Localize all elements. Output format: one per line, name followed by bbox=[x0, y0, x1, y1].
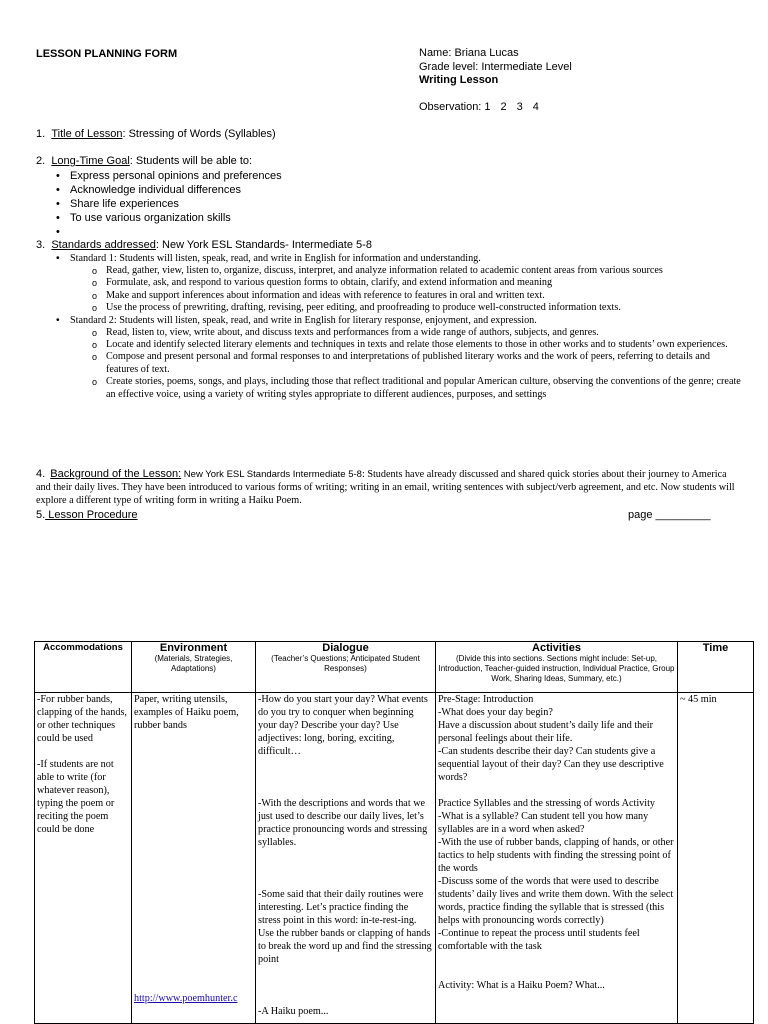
observation-2: 2 bbox=[500, 100, 507, 113]
section-text: : New York ESL Standards- Intermediate 5-8 bbox=[155, 239, 372, 251]
header-info bbox=[419, 47, 572, 114]
table-row bbox=[35, 693, 754, 1024]
section-background bbox=[36, 468, 736, 507]
section-lesson-procedure bbox=[36, 509, 138, 523]
cell-dialogue bbox=[256, 693, 436, 1024]
standard-1-item: o Formulate, ask, and respond to various question forms to obtain, clarify, and extend information and meaning bbox=[36, 277, 756, 289]
section-text: : Students have already discussed and shared quick stories about their journey to America and their daily lives. They have been introduced to various forms of writing; writing in an email, writing sentences with subject/verb agreement, and etc. Now students will explore a different type of writing form in writing a Haiku Poem. bbox=[36, 469, 735, 506]
form-title: LESSON PLANNING FORM bbox=[36, 48, 178, 60]
list-item bbox=[36, 225, 282, 239]
section-number: 2. bbox=[36, 155, 46, 167]
standard-2-item: o Compose and present personal and formal responses to and interpretations of published literary works and the work of peers, referring to details and features of text. bbox=[36, 351, 756, 376]
section-lead: New York ESL Standards Intermediate 5-8 bbox=[181, 469, 362, 480]
standard-2: • Standard 2: Students will listen, speak, read, and write in English for literary response, enjoyment, and expression. bbox=[36, 315, 756, 327]
activity-block: Practice Syllables and the stressing of words Activity -What is a syllable? Can student tell you how many syllables are in a word when asked? -With the use of rubber bands, clapping of hands, or other tactics to help students with finding the stressing point of the words -Discuss some of the words that were used to describe students’ daily lives and write them down. With the select words, practice finding the syllable that is stressed (this helps with pronouncing words correctly) -Continue to repeat the process until students feel comfortable with the task bbox=[438, 798, 674, 952]
observation-4: 4 bbox=[532, 100, 539, 113]
cell-accommodations bbox=[35, 693, 132, 1024]
section-title-of-lesson bbox=[36, 128, 276, 142]
section-number: 1. bbox=[36, 128, 46, 140]
observation-line bbox=[419, 101, 572, 115]
observation-3: 3 bbox=[516, 100, 523, 113]
section-label: Standards addressed bbox=[51, 239, 156, 251]
activity-block: Activity: What is a Haiku Poem? What... bbox=[438, 980, 605, 991]
page-number-field: page _________ bbox=[628, 509, 711, 521]
dialogue-item: -A Haiku poem... bbox=[258, 1006, 329, 1017]
section-number: 5. bbox=[36, 509, 46, 521]
environment-link[interactable]: http://www.poemhunter.c bbox=[134, 993, 238, 1004]
standard-1-item: o Make and support inferences about information and ideas with reference to features in oral and written text. bbox=[36, 290, 756, 302]
standard-2-item: o Create stories, poems, songs, and plays, including those that reflect traditional and popular American culture, observing the conventions of the genre; create an effective voice, using a variety of writing styles appropriate to different audiences, purposes, and settings bbox=[36, 376, 756, 401]
grade-level: Grade level: Intermediate Level bbox=[419, 60, 572, 73]
observation-label: Observation: 1 bbox=[419, 100, 491, 113]
section-label: Long-Time Goal bbox=[51, 155, 130, 167]
standard-1-item: o Read, gather, view, listen to, organize, discuss, interpret, and analyze information related to academic content areas from various sources bbox=[36, 265, 756, 277]
cell-time bbox=[678, 693, 754, 1024]
cell-activities bbox=[436, 693, 678, 1024]
list-item: • Express personal opinions and preferences bbox=[36, 169, 282, 183]
standard-1: • Standard 1: Students will listen, speak, read, and write in English for information and understanding. bbox=[36, 253, 756, 265]
section-number: 3. bbox=[36, 239, 46, 251]
section-label: Lesson Procedure bbox=[45, 509, 138, 521]
header-environment: Environment (Materials, Strategies, Adaptations) bbox=[132, 642, 256, 693]
accommodation-item: -For rubber bands, clapping of the hands, or other techniques could be used bbox=[37, 694, 127, 744]
list-item: • Acknowledge individual differences bbox=[36, 183, 282, 197]
dialogue-item: -How do you start your day? What events do you try to conquer when beginning your day? Describe your day? Use adjectives: long, boring, exciting, difficult… bbox=[258, 694, 428, 757]
dialogue-item: -Some said that their daily routines were interesting. Let’s practice finding the stress point in this word: in-te-rest-ing. Use the rubber bands or clapping of hands to break the word up and find the stressing point bbox=[258, 889, 432, 965]
header-time: Time bbox=[678, 642, 754, 693]
standard-2-item: o Locate and identify selected literary elements and techniques in texts and relate those elements to those in other works and to students’ own experiences. bbox=[36, 339, 756, 351]
section-label: Title of Lesson bbox=[51, 128, 123, 140]
section-number: 4. bbox=[36, 468, 46, 480]
standards-list bbox=[36, 253, 756, 401]
list-item: • To use various organization skills bbox=[36, 211, 282, 225]
header-activities: Activities (Divide this into sections. Sections might include: Set-up, Introduction, Teacher-guided instruction, Individual Practice, Group Work, Sharing Ideas, Summary, etc.) bbox=[436, 642, 678, 693]
environment-text: Paper, writing utensils, examples of Haiku poem, rubber bands bbox=[134, 694, 239, 731]
section-text: : Stressing of Words (Syllables) bbox=[122, 128, 276, 140]
cell-environment bbox=[132, 693, 256, 1024]
header-dialogue: Dialogue (Teacher’s Questions; Anticipated Student Responses) bbox=[256, 642, 436, 693]
section-text: : Students will be able to: bbox=[129, 155, 253, 167]
activity-block: Pre-Stage: Introduction -What does your day begin? Have a discussion about student’s daily life and their personal feelings about their life. -Can students describe their day? Can students give a sequential layout of their day? Can they use descriptive words? bbox=[438, 694, 664, 783]
student-name: Name: Briana Lucas bbox=[419, 47, 519, 59]
standard-2-item: o Read, listen to, view, write about, and discuss texts and performances from a wide range of authors, subjects, and genres. bbox=[36, 327, 756, 339]
dialogue-item: -With the descriptions and words that we just used to describe our daily lives, let’s practice pronouncing words and stressing syllables. bbox=[258, 798, 428, 848]
section-label: Background of the Lesson: bbox=[50, 468, 182, 480]
table-header-row bbox=[35, 642, 754, 693]
header-accommodations: Accommodations bbox=[35, 642, 132, 693]
lesson-type: Writing Lesson bbox=[419, 74, 499, 86]
goal-list bbox=[36, 169, 282, 239]
list-item: • Share life experiences bbox=[36, 197, 282, 211]
standard-1-item: o Use the process of prewriting, drafting, revising, peer editing, and proofreading to produce well-constructed information texts. bbox=[36, 302, 756, 314]
time-value: ~ 45 min bbox=[680, 694, 717, 705]
section-standards bbox=[36, 239, 372, 253]
procedure-table bbox=[34, 641, 754, 1024]
accommodation-item: -If students are not able to write (for whatever reason), typing the poem or reciting the poem could be done bbox=[37, 759, 115, 835]
section-long-time-goal bbox=[36, 155, 252, 169]
